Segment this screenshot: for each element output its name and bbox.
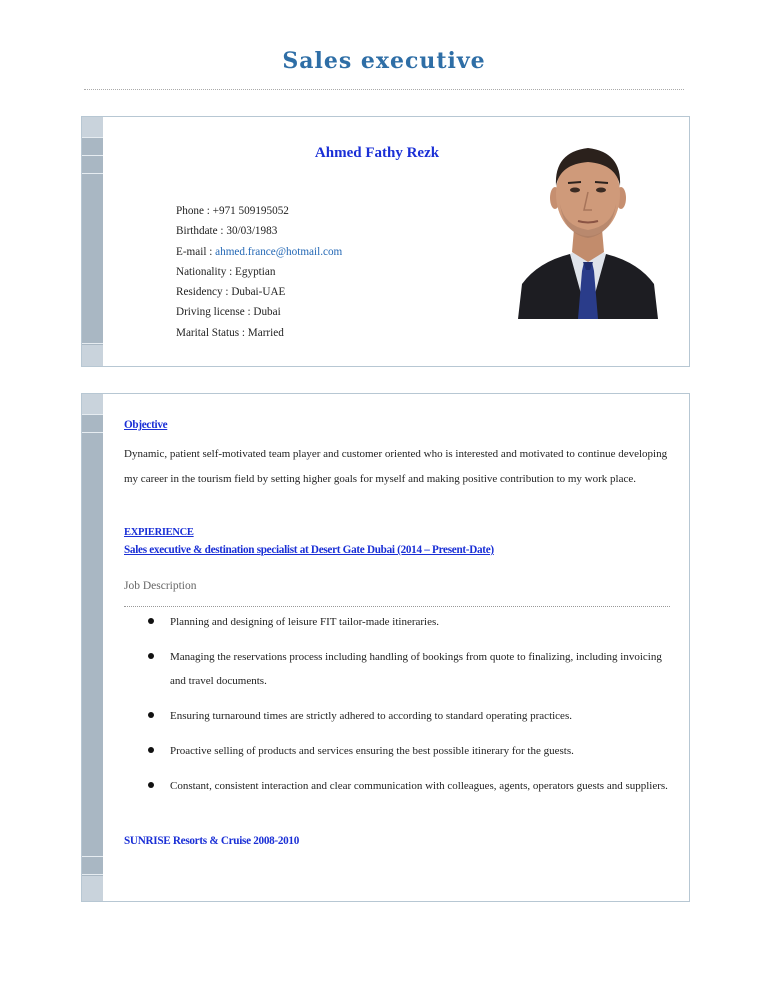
list-item: Managing the reservations process including handling of bookings from quote to finalizing, including invoicing and travel documents. — [124, 645, 674, 693]
contact-driving-license: Driving license : Dubai — [176, 306, 281, 319]
experience-heading: EXPIERIENCE — [124, 527, 194, 538]
person-name: Ahmed Fathy Rezk — [314, 145, 440, 161]
bullet-icon — [148, 618, 154, 624]
bullet-icon — [148, 782, 154, 788]
title-divider — [84, 89, 684, 90]
email-link[interactable]: ahmed.france@hotmail.com — [215, 245, 343, 258]
job-description-label: Job Description — [124, 580, 197, 592]
job-description-divider — [124, 606, 670, 607]
profile-panel — [81, 116, 690, 367]
bullet-icon — [148, 653, 154, 659]
contact-details — [176, 201, 506, 343]
panel-side-bar — [82, 117, 103, 366]
contact-birthdate: Birthdate : 30/03/1983 — [176, 225, 278, 238]
contact-marital-status: Marital Status : Married — [176, 326, 284, 339]
experience-panel — [81, 393, 690, 902]
bullet-icon — [148, 712, 154, 718]
bullet-icon — [148, 747, 154, 753]
contact-phone: Phone : +971 509195052 — [176, 205, 289, 217]
duties-list — [124, 610, 674, 809]
list-item: Ensuring turnaround times are strictly adhered to according to standard operating practices. — [124, 704, 674, 728]
experience-role: Sales executive & destination specialist at Desert Gate Dubai (2014 – Present-Date) — [124, 544, 494, 556]
document-title: Sales executive — [282, 48, 486, 74]
contact-residency: Residency : Dubai-UAE — [176, 286, 286, 299]
profile-photo — [518, 134, 658, 319]
panel-side-bar — [82, 394, 103, 901]
list-item: Constant, consistent interaction and clear communication with colleagues, agents, operators guests and suppliers. — [124, 774, 674, 798]
list-item: Planning and designing of leisure FIT tailor-made itineraries. — [124, 610, 674, 634]
contact-nationality: Nationality : Egyptian — [176, 265, 276, 278]
list-item: Proactive selling of products and services ensuring the best possible itinerary for the guests. — [124, 739, 674, 763]
next-employer: SUNRISE Resorts & Cruise 2008-2010 — [124, 835, 300, 847]
objective-text: Dynamic, patient self-motivated team player and customer oriented who is interested and motivated to continue developing my career in the tourism field by setting higher goals for myself and making positive contribution to my work place. — [124, 448, 668, 485]
contact-email: E-mail : ahmed.france@hotmail.com — [176, 245, 343, 258]
objective-heading: Objective — [124, 419, 168, 431]
